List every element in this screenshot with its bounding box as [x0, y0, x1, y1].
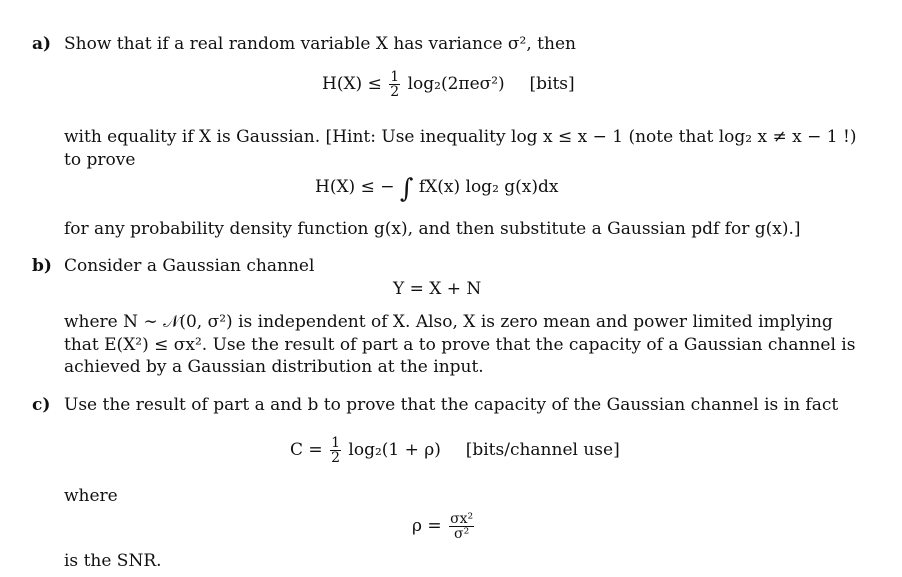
- snr-frac-num: σx²: [450, 511, 474, 527]
- snr-frac-den: σ²: [454, 526, 470, 542]
- integral-symbol: ∫: [399, 174, 414, 204]
- part-c-where-text: where: [64, 486, 118, 506]
- part-c-label: c): [32, 395, 51, 415]
- part-a-hint-line-2: to prove: [64, 149, 136, 170]
- eq1-lhs: H(X) ≤: [322, 74, 382, 94]
- part-c-intro-text: Use the result of part a and b to prove that the capacity of the Gaussian channel is in fact: [64, 395, 839, 415]
- part-c-snr-equation: [412, 512, 476, 541]
- eq1-rhs: log₂(2πeσ²): [407, 74, 505, 94]
- part-b-label: b): [32, 256, 52, 276]
- part-b-line-3: achieved by a Gaussian distribution at the input.: [64, 357, 484, 377]
- eq2-lhs: H(X) ≤ −: [315, 177, 395, 197]
- part-a-entropy-bound-equation: [322, 70, 575, 99]
- part-a-intro-text: Show that if a real random variable X has variance σ², then: [64, 34, 576, 54]
- part-a-label: a): [32, 34, 52, 54]
- part-b-intro-text: Consider a Gaussian channel: [64, 256, 315, 276]
- part-b-paragraph: [64, 311, 856, 379]
- snr-lhs: ρ =: [412, 516, 442, 536]
- part-a-hint-line-1: with equality if X is Gaussian. [Hint: Use inequality log x ≤ x − 1 (note that log₂ x ≠ x − 1 !): [64, 127, 857, 147]
- eq2-rhs: fX(x) log₂ g(x)dx: [418, 177, 559, 197]
- eq1-fraction: [389, 70, 400, 99]
- c-eq1-unit: [bits/channel use]: [465, 440, 620, 460]
- part-b-channel-equation: Y = X + N: [393, 279, 482, 299]
- eq1-frac-den: 2: [390, 84, 400, 100]
- c-eq1-frac-num: 1: [331, 435, 340, 451]
- part-b-line-1: where N ∼ 𝒩(0, σ²) is independent of X. Also, X is zero mean and power limited implying: [64, 312, 833, 332]
- eq1-unit: [bits]: [529, 74, 575, 94]
- c-eq1-lhs: C =: [290, 440, 323, 460]
- part-a-hint-paragraph: [64, 126, 857, 171]
- part-a-cross-entropy-equation: [315, 174, 559, 204]
- part-c-closing-text: is the SNR.: [64, 551, 162, 571]
- eq1-frac-num: 1: [390, 69, 400, 85]
- snr-fraction: [449, 512, 474, 541]
- part-c-capacity-equation: [290, 436, 620, 465]
- c-eq1-fraction: [330, 436, 341, 465]
- part-b-line-2: that E(X²) ≤ σx². Use the result of part a to prove that the capacity of a Gaussian channel is: [64, 334, 856, 355]
- part-a-closing-text: for any probability density function g(x), and then substitute a Gaussian pdf for g(x).]: [64, 219, 801, 239]
- c-eq1-frac-den: 2: [331, 450, 340, 466]
- c-eq1-rhs: log₂(1 + ρ): [348, 440, 441, 460]
